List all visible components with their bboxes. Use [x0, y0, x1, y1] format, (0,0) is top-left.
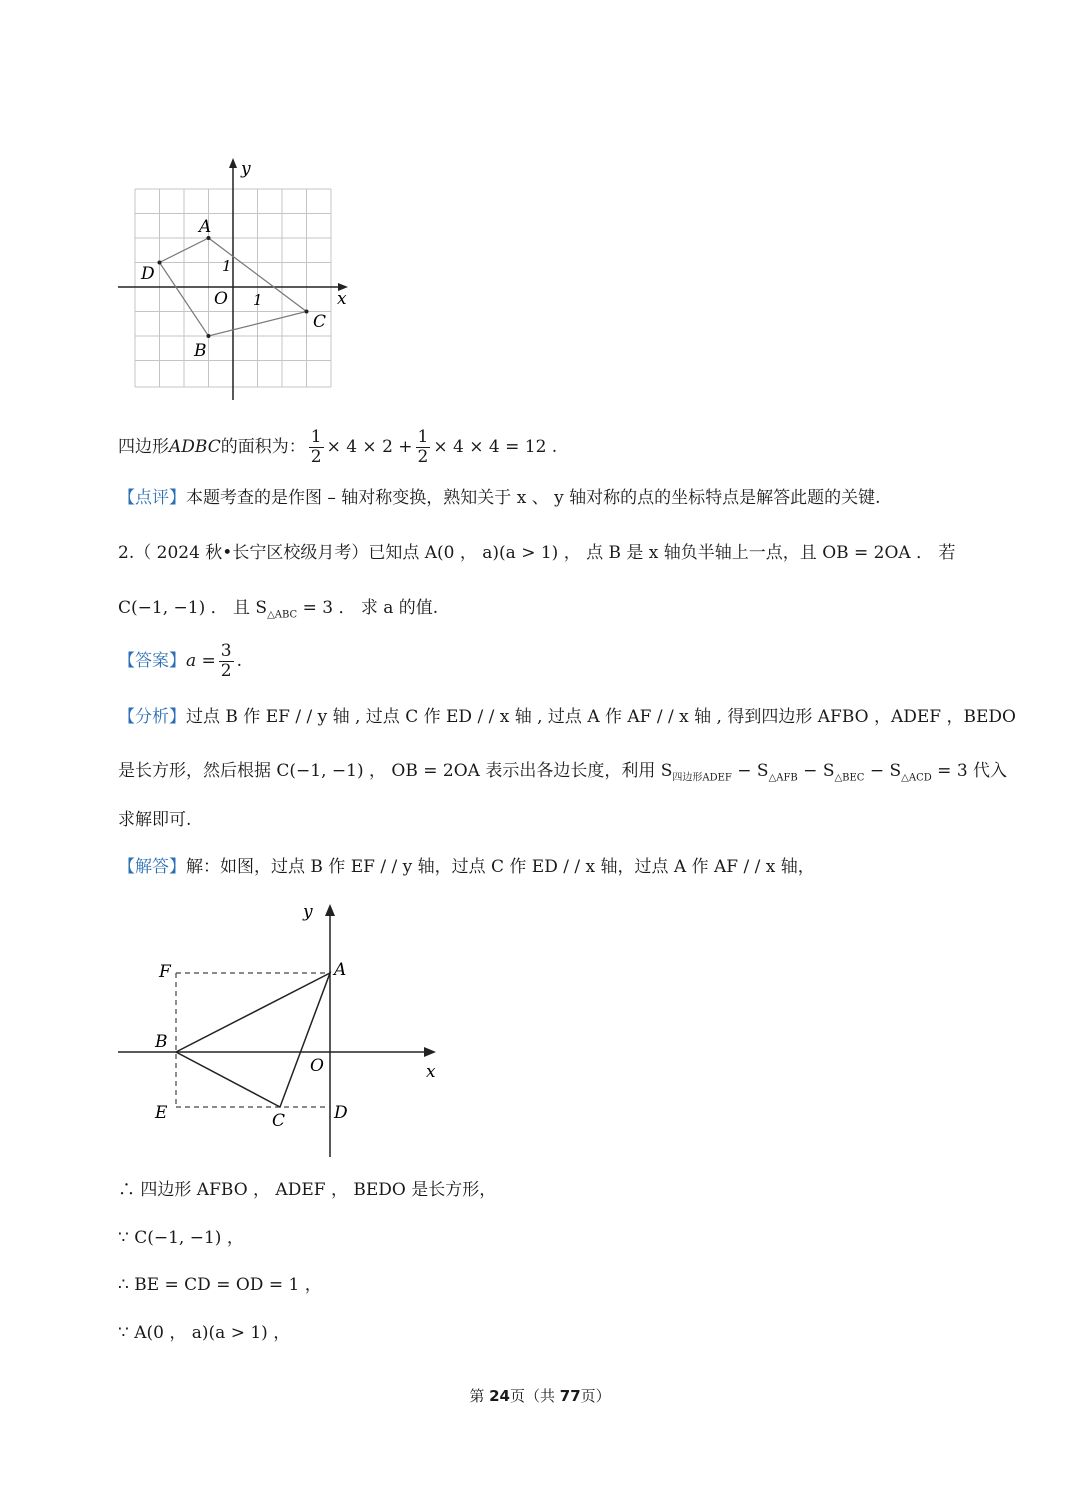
area-term-1: × 4 × 2 +: [326, 437, 413, 457]
fraction-half-2: [416, 428, 431, 467]
answer-fraction: [219, 642, 234, 681]
label-x: x: [426, 1062, 436, 1082]
analysis-minus-3: − S: [864, 761, 902, 781]
label-c: C: [313, 312, 327, 332]
figure-grid-quadrilateral: [110, 150, 360, 405]
fraction-numerator: 3: [220, 640, 232, 661]
footer-mid: 页（共: [509, 1387, 560, 1405]
label-d: D: [141, 264, 155, 284]
analysis-text-2b: = 3 代入: [931, 761, 1008, 781]
fraction-half-1: [309, 428, 324, 467]
point-d: [158, 261, 162, 265]
analysis-line-3: 求解即可.: [118, 810, 192, 830]
subscript-afb: △AFB: [768, 772, 798, 784]
area-mid: 的面积为：: [220, 437, 306, 457]
step-1: ∴ 四边形 AFBO ， ADEF ， BEDO 是长方形，: [118, 1180, 497, 1200]
triangle-abc: [176, 973, 330, 1107]
problem-line-2-b: = 3 ． 求 a 的值.: [297, 598, 439, 618]
step-4: ∵ A(0 ， a)(a > 1) ，: [118, 1323, 291, 1343]
problem-line-2-a: C(−1, −1) ． 且 S: [118, 598, 268, 618]
y-axis-arrow: [325, 904, 335, 916]
comment-line: [118, 487, 881, 509]
fraction-denominator: 2: [310, 446, 322, 467]
subscript-acd: △ACD: [901, 772, 932, 784]
problem-line-1: 2.（ 2024 秋•长宁区校级月考）已知点 A(0 ， a)(a > 1) ， 点 B 是 x 轴负半轴上一点，且 OB = 2OA ． 若: [118, 543, 956, 563]
analysis-line-1: [118, 706, 1016, 728]
answer-lhs: a =: [186, 651, 216, 671]
label-f: F: [159, 962, 171, 982]
analysis-text-1: 过点 B 作 EF / / y 轴 , 过点 C 作 ED / / x 轴 , 过点 A 作 AF / / x 轴 , 得到四边形 AFBO ，ADEF ，BEDO: [186, 707, 1016, 727]
label-unit-x: 1: [253, 291, 263, 309]
label-a: A: [199, 217, 212, 237]
area-prefix: 四边形: [118, 437, 169, 457]
label-c: C: [272, 1111, 286, 1131]
footer-total-pages: 77: [559, 1387, 581, 1405]
analysis-bracket: 【分析】: [118, 707, 186, 727]
footer-prefix: 第: [469, 1387, 490, 1405]
label-y: y: [303, 902, 313, 922]
label-x: x: [337, 289, 347, 309]
fraction-numerator: 1: [417, 426, 429, 447]
label-unit-y: 1: [222, 257, 232, 275]
figure-triangle-rectangles: [110, 895, 450, 1160]
footer-suffix: 页）: [580, 1387, 611, 1405]
answer-bracket: 【答案】: [118, 651, 186, 671]
solution-line: [118, 856, 815, 878]
label-d: D: [334, 1103, 348, 1123]
step-2: ∵ C(−1, −1) ，: [118, 1228, 244, 1248]
problem-triangle-subscript: △ABC: [267, 609, 298, 621]
step-3: ∴ BE = CD = OD = 1 ，: [118, 1275, 322, 1295]
answer-tail: .: [236, 651, 243, 671]
analysis-text-2a: 是长方形，然后根据 C(−1, −1) ， OB = 2OA 表示出各边长度，利用 S: [118, 761, 673, 781]
solution-text: 解：如图，过点 B 作 EF / / y 轴，过点 C 作 ED / / x 轴，过点 A 作 AF / / x 轴，: [186, 857, 815, 877]
label-b: B: [194, 341, 207, 361]
comment-bracket: 【点评】: [118, 488, 186, 508]
label-origin: O: [214, 289, 228, 309]
point-b: [207, 334, 211, 338]
analysis-minus-1: − S: [731, 761, 769, 781]
y-axis-arrow: [229, 158, 237, 168]
fraction-numerator: 1: [310, 426, 322, 447]
label-origin: O: [310, 1056, 324, 1076]
subscript-adef: 四边形ADEF: [672, 772, 732, 784]
label-a: A: [334, 960, 347, 980]
area-term-2: × 4 × 4 = 12 .: [433, 437, 558, 457]
label-b: B: [155, 1032, 168, 1052]
page-footer: [0, 1385, 1080, 1406]
analysis-minus-2: − S: [797, 761, 835, 781]
solution-bracket: 【解答】: [118, 857, 186, 877]
label-e: E: [155, 1103, 168, 1123]
answer-line: [118, 640, 242, 682]
analysis-line-2: [118, 760, 1007, 789]
fraction-denominator: 2: [220, 660, 232, 681]
x-axis-arrow: [424, 1047, 436, 1057]
point-c: [305, 310, 309, 314]
label-y: y: [241, 159, 251, 179]
comment-text: 本题考查的是作图 – 轴对称变换，熟知关于 x 、 y 轴对称的点的坐标特点是解答此题的关键.: [186, 488, 881, 508]
footer-page-number: 24: [489, 1387, 510, 1405]
problem-line-2: [118, 597, 438, 626]
area-shape: ADBC: [169, 437, 221, 457]
fraction-denominator: 2: [417, 446, 429, 467]
subscript-bec: △BEC: [834, 772, 865, 784]
area-line: [118, 426, 557, 468]
